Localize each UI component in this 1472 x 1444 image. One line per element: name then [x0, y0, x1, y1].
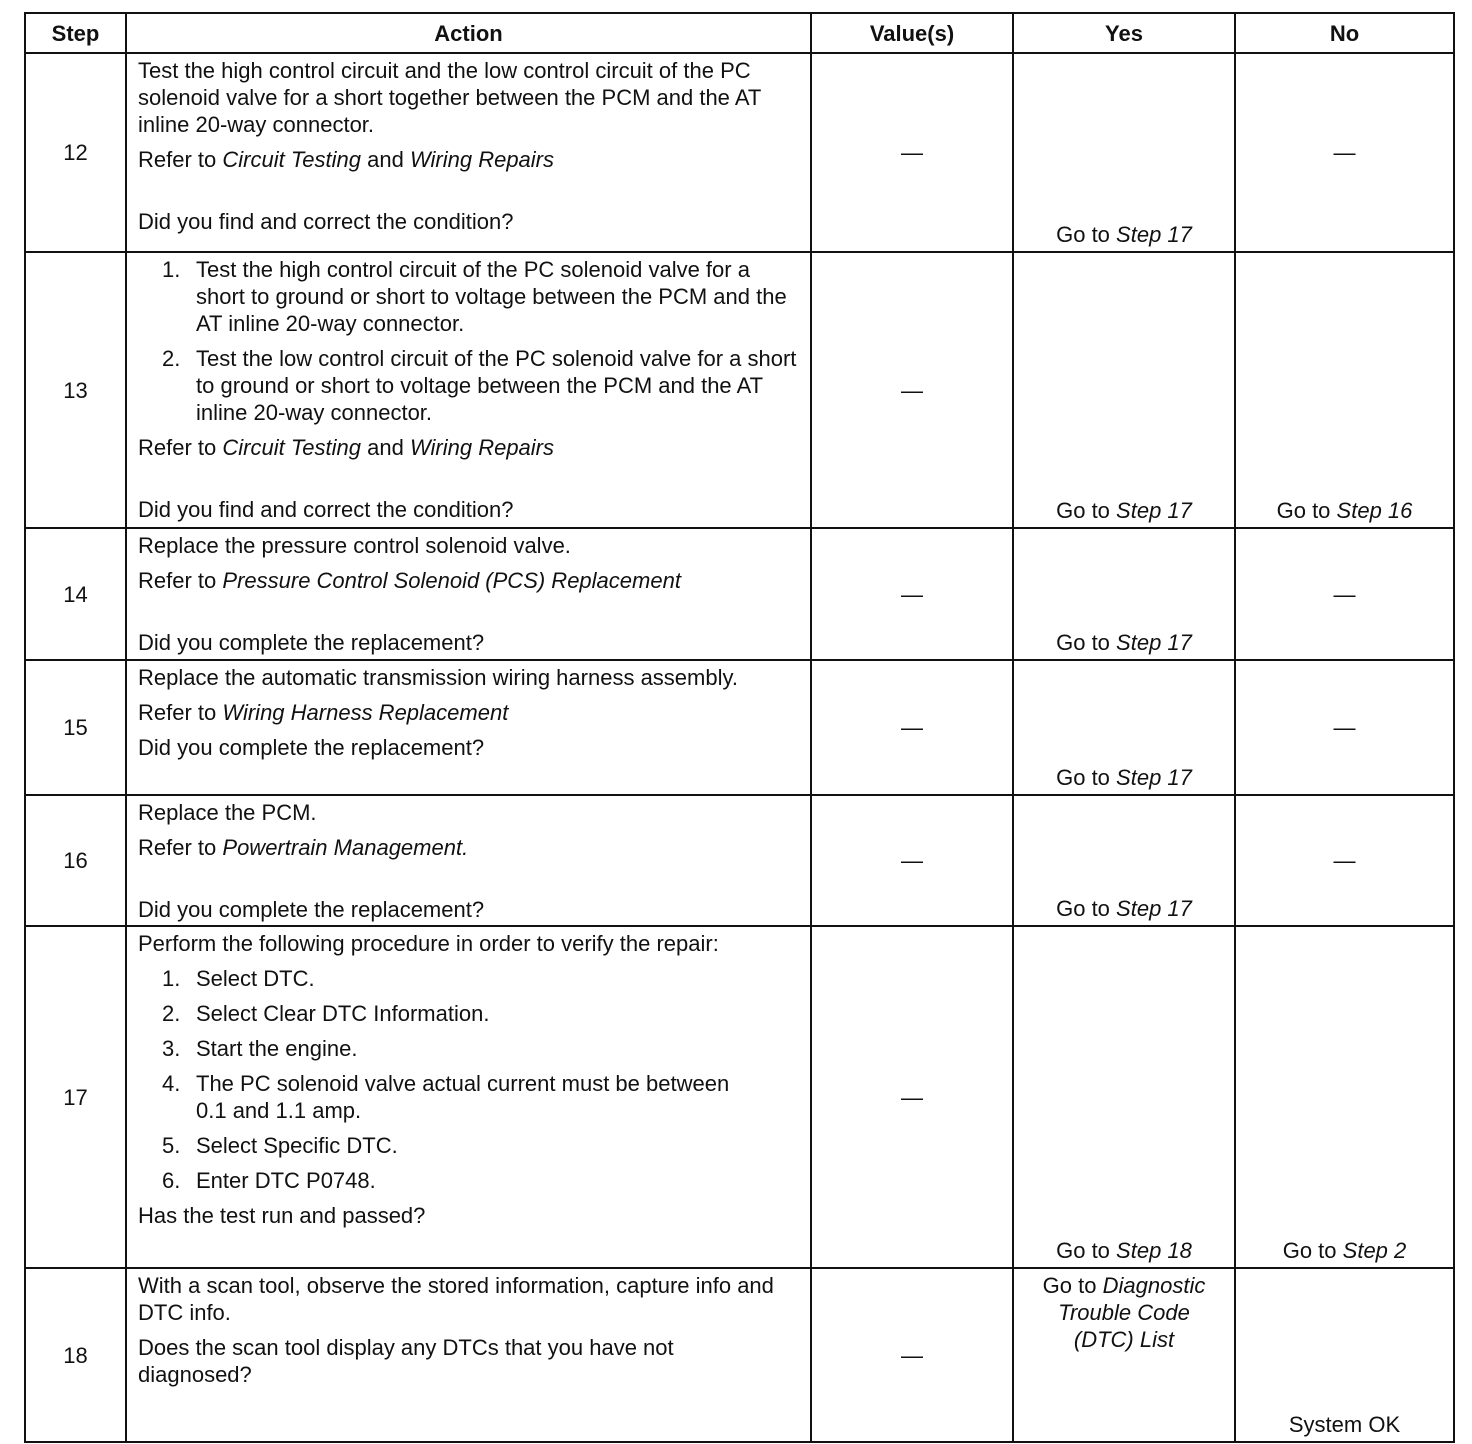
- action-cell: [126, 795, 811, 926]
- step-number: 17: [25, 926, 126, 1268]
- no-cell: [1235, 252, 1454, 528]
- header-yes: Yes: [1013, 13, 1235, 53]
- yes-cell: [1013, 795, 1235, 926]
- table-row: [25, 1268, 1454, 1442]
- yes-goto[interactable]: Go to Step 18: [1056, 1238, 1192, 1263]
- no-cell: —: [1235, 660, 1454, 795]
- header-step: Step: [25, 13, 126, 53]
- table-row: [25, 528, 1454, 660]
- yes-cell: [1013, 660, 1235, 795]
- refer-line: Refer to Circuit Testing and Wiring Repairs: [138, 147, 555, 172]
- action-cell: [126, 1268, 811, 1442]
- link-circuit-testing[interactable]: Circuit Testing: [222, 435, 361, 460]
- action-text: Test the high control circuit and the low control circuit of the PC solenoid valve for a short together between the PCM and the AT inline 20-way connector.: [138, 58, 761, 137]
- no-cell: —: [1235, 795, 1454, 926]
- step-number: 18: [25, 1268, 126, 1442]
- list-item: 1. Select DTC.: [162, 966, 315, 991]
- question-text: Did you find and correct the condition?: [138, 209, 514, 234]
- no-result: System OK: [1288, 1412, 1401, 1437]
- question-text: Did you find and correct the condition?: [138, 497, 514, 522]
- step-number: 16: [25, 795, 126, 926]
- question-text: Does the scan tool display any DTCs that you have not diagnosed?: [138, 1335, 674, 1387]
- yes-cell: [1013, 1268, 1235, 1442]
- question-text: Has the test run and passed?: [138, 1203, 426, 1228]
- action-cell: [126, 528, 811, 660]
- procedure-list: [138, 965, 800, 1194]
- step-number: 14: [25, 528, 126, 660]
- list-item: 4. The PC solenoid valve actual current must be between 0.1 and 1.1 amp.: [162, 1071, 730, 1123]
- action-cell: [126, 252, 811, 528]
- value-cell: —: [811, 53, 1013, 252]
- header-values: Value(s): [811, 13, 1013, 53]
- list-item: 1. Test the high control circuit of the PC solenoid valve for a short to ground or short to voltage between the PCM and the AT inline 20-way connector.: [162, 257, 787, 336]
- action-cell: [126, 53, 811, 252]
- step-number: 15: [25, 660, 126, 795]
- link-powertrain-management[interactable]: Powertrain Management: [222, 835, 463, 860]
- question-text: Did you complete the replacement?: [138, 630, 485, 655]
- action-text: Perform the following procedure in order to verify the repair:: [138, 931, 719, 956]
- link-wiring-repairs[interactable]: Wiring Repairs: [409, 435, 555, 460]
- no-goto[interactable]: Go to Step 16: [1276, 498, 1413, 523]
- value-cell: —: [811, 1268, 1013, 1442]
- yes-goto[interactable]: Go to Step 17: [1056, 498, 1192, 523]
- link-wiring-harness-replacement[interactable]: Wiring Harness Replacement: [222, 700, 509, 725]
- table-row: [25, 795, 1454, 926]
- header-action: Action: [126, 13, 811, 53]
- no-cell: —: [1235, 528, 1454, 660]
- header-no: No: [1235, 13, 1454, 53]
- action-text: Replace the pressure control solenoid valve.: [138, 533, 571, 558]
- table-row: [25, 53, 1454, 252]
- table-row: [25, 926, 1454, 1268]
- action-text: Replace the automatic transmission wiring harness assembly.: [138, 665, 738, 690]
- yes-cell: [1013, 926, 1235, 1268]
- no-cell: [1235, 1268, 1454, 1442]
- list-item: 2. Test the low control circuit of the PC solenoid valve for a short to ground or short to voltage between the PCM and the AT inline 20-way connector.: [162, 346, 797, 425]
- link-wiring-repairs[interactable]: Wiring Repairs: [409, 147, 555, 172]
- refer-line: Refer to Pressure Control Solenoid (PCS) Replacement: [138, 568, 681, 593]
- table-row: [25, 252, 1454, 528]
- list-item: 5. Select Specific DTC.: [162, 1133, 398, 1158]
- yes-cell: [1013, 53, 1235, 252]
- list-item: 2. Select Clear DTC Information.: [162, 1001, 490, 1026]
- yes-goto[interactable]: Go to Step 17: [1056, 630, 1192, 655]
- question-text: Did you complete the replacement?: [138, 897, 485, 922]
- list-item: 3. Start the engine.: [162, 1036, 358, 1061]
- refer-line: Refer to Wiring Harness Replacement: [138, 700, 509, 725]
- list-item: 6. Enter DTC P0748.: [162, 1168, 376, 1193]
- value-cell: —: [811, 528, 1013, 660]
- no-cell: [1235, 926, 1454, 1268]
- refer-line: Refer to Circuit Testing and Wiring Repairs: [138, 435, 555, 460]
- table-row: [25, 660, 1454, 795]
- link-circuit-testing[interactable]: Circuit Testing: [222, 147, 361, 172]
- value-cell: —: [811, 926, 1013, 1268]
- yes-goto[interactable]: Go to Step 17: [1056, 896, 1192, 921]
- action-cell: [126, 660, 811, 795]
- yes-goto[interactable]: Go to Diagnostic Trouble Code (DTC) List: [1042, 1273, 1206, 1352]
- action-cell: [126, 926, 811, 1268]
- refer-line: Refer to Powertrain Management.: [138, 835, 469, 860]
- action-text: Replace the PCM.: [138, 800, 317, 825]
- step-number: 12: [25, 53, 126, 252]
- step-number: 13: [25, 252, 126, 528]
- value-cell: —: [811, 252, 1013, 528]
- yes-cell: [1013, 252, 1235, 528]
- question-text: Did you complete the replacement?: [138, 735, 485, 760]
- procedure-list: [138, 256, 800, 426]
- yes-goto[interactable]: Go to Step 17: [1056, 765, 1192, 790]
- yes-goto[interactable]: Go to Step 17: [1056, 222, 1192, 247]
- header-row: [25, 13, 1454, 53]
- yes-cell: [1013, 528, 1235, 660]
- diagnostic-table: [24, 12, 1455, 1443]
- value-cell: —: [811, 660, 1013, 795]
- no-cell: —: [1235, 53, 1454, 252]
- no-goto[interactable]: Go to Step 2: [1282, 1238, 1407, 1263]
- value-cell: —: [811, 795, 1013, 926]
- link-pcs-replacement[interactable]: Pressure Control Solenoid (PCS) Replacement: [222, 568, 681, 593]
- action-text: With a scan tool, observe the stored information, capture info and DTC info.: [138, 1273, 774, 1325]
